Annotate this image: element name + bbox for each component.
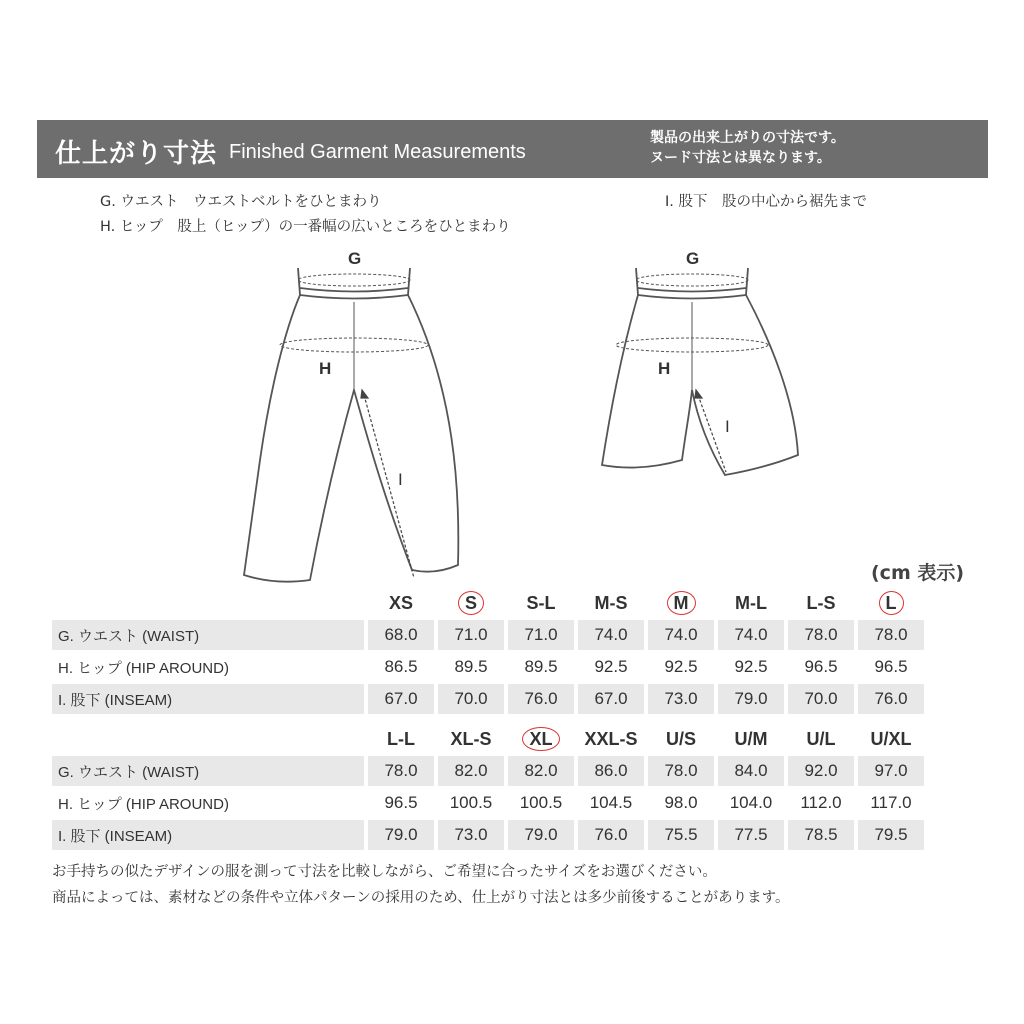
size-label: U/XL	[870, 728, 912, 749]
size-label: L-L	[387, 728, 415, 749]
table-cell: 92.0	[788, 756, 854, 786]
size-header-row	[52, 588, 924, 618]
size-label: XL-S	[450, 728, 492, 749]
table-cell: 78.5	[788, 820, 854, 850]
table-row-inseam	[52, 820, 924, 850]
table-cell: 70.0	[788, 684, 854, 714]
size-xxl-s	[578, 724, 644, 754]
header-note-line1: 製品の出来上がりの寸法です。	[650, 130, 845, 146]
table-row-hip	[52, 652, 924, 682]
table-cell: 117.0	[870, 793, 912, 812]
table-cell: 71.0	[508, 620, 574, 650]
size-label: S-L	[526, 592, 556, 613]
definition-i: I. 股下 股の中心から裾先まで	[665, 194, 867, 210]
inseam-arrow-line	[698, 395, 726, 472]
title-en: Finished Garment Measurements	[229, 141, 526, 163]
label-i: I	[725, 417, 730, 436]
table-cell: 73.0	[438, 820, 504, 850]
size-u-xl	[858, 724, 924, 754]
header-blank	[52, 588, 364, 618]
title-jp: 仕上がり寸法	[55, 139, 218, 169]
size-label: U/S	[665, 728, 696, 749]
header-blank	[52, 724, 364, 754]
table-cell: 78.0	[858, 620, 924, 650]
table-cell: 70.0	[438, 684, 504, 714]
size-table-2	[48, 722, 928, 852]
table-row-inseam	[52, 684, 924, 714]
table-cell: 73.0	[648, 684, 714, 714]
size-l-l	[368, 724, 434, 754]
waist-ellipse-top	[298, 274, 410, 286]
table-cell: 92.5	[734, 657, 768, 676]
size-xs	[368, 588, 434, 618]
table-cell: 96.5	[874, 657, 908, 676]
table-cell: 89.5	[454, 657, 488, 676]
table-cell: 74.0	[578, 620, 644, 650]
size-m	[648, 588, 714, 618]
table-cell: 96.5	[804, 657, 838, 676]
label-i: I	[398, 470, 403, 489]
table-cell: 82.0	[508, 756, 574, 786]
waist-band	[298, 268, 410, 299]
table-cell: 76.0	[858, 684, 924, 714]
size-label: XXL-S	[584, 728, 638, 749]
table-cell: 74.0	[718, 620, 784, 650]
table-cell: 112.0	[800, 793, 842, 812]
waist-ellipse-top	[636, 274, 748, 286]
table-cell: 78.0	[788, 620, 854, 650]
table-cell: 76.0	[578, 820, 644, 850]
row-label: I. 股下 (INSEAM)	[52, 684, 364, 714]
size-u-s	[648, 724, 714, 754]
table-cell: 86.0	[578, 756, 644, 786]
footer-note-1: お手持ちの似たデザインの服を測って寸法を比較しながら、ご希望に合ったサイズをお選びください。	[52, 864, 717, 880]
size-label: M-S	[594, 592, 628, 613]
size-xl	[508, 724, 574, 754]
table-cell: 104.0	[729, 793, 773, 812]
table-cell: 79.0	[718, 684, 784, 714]
pants-outline	[602, 295, 798, 475]
table-cell: 84.0	[718, 756, 784, 786]
inseam-arrow-line	[364, 395, 414, 578]
label-h: H	[319, 359, 332, 378]
table-row-hip	[52, 788, 924, 818]
table-cell: 71.0	[438, 620, 504, 650]
table-cell: 100.5	[519, 793, 563, 812]
inseam-arrow-head	[695, 390, 702, 398]
definition-g: G. ウエスト ウエストベルトをひとまわり	[100, 194, 382, 210]
inseam-arrow-head	[361, 390, 368, 398]
size-label: U/M	[734, 728, 768, 749]
short-pants-diagram	[590, 240, 810, 480]
size-l	[858, 588, 924, 618]
table-cell: 92.5	[594, 657, 628, 676]
footer-note-2: 商品によっては、素材などの条件や立体パターンの採用のため、仕上がり寸法とは多少前後することがあります。	[52, 890, 790, 906]
header-bar	[37, 120, 988, 178]
table-row-waist	[52, 756, 924, 786]
label-g: G	[348, 249, 362, 268]
table-cell: 78.0	[368, 756, 434, 786]
label-g: G	[686, 249, 700, 268]
table-cell: 96.5	[384, 793, 418, 812]
table-cell: 68.0	[368, 620, 434, 650]
table-cell: 86.5	[384, 657, 418, 676]
waist-band	[636, 268, 748, 299]
table-cell: 98.0	[664, 793, 698, 812]
table-cell: 79.5	[858, 820, 924, 850]
row-label: H. ヒップ (HIP AROUND)	[58, 795, 229, 813]
table-cell: 97.0	[858, 756, 924, 786]
size-label-circled: S	[458, 591, 484, 615]
size-m-l	[718, 588, 784, 618]
size-label-circled: XL	[522, 727, 559, 751]
size-u-l	[788, 724, 854, 754]
row-label: I. 股下 (INSEAM)	[52, 820, 364, 850]
size-l-s	[788, 588, 854, 618]
table-cell: 67.0	[368, 684, 434, 714]
table-cell: 104.5	[589, 793, 633, 812]
row-label: G. ウエスト (WAIST)	[52, 756, 364, 786]
size-table-1	[48, 586, 928, 716]
table-row-waist	[52, 620, 924, 650]
long-pants-diagram	[230, 240, 480, 590]
header-note	[650, 128, 845, 168]
table-cell: 82.0	[438, 756, 504, 786]
size-label: U/L	[806, 728, 836, 749]
label-h: H	[658, 359, 671, 378]
table-cell: 100.5	[449, 793, 493, 812]
row-label: H. ヒップ (HIP AROUND)	[58, 659, 229, 677]
table-cell: 67.0	[578, 684, 644, 714]
table-cell: 74.0	[648, 620, 714, 650]
definition-h: H. ヒップ 股上（ヒップ）の一番幅の広いところをひとまわり	[100, 219, 511, 235]
size-label: M-L	[735, 592, 767, 613]
table-cell: 92.5	[664, 657, 698, 676]
size-label: L-S	[806, 592, 836, 613]
size-label-circled: M	[667, 591, 696, 615]
table-cell: 75.5	[648, 820, 714, 850]
size-m-s	[578, 588, 644, 618]
size-s-l	[508, 588, 574, 618]
unit-label: (cm 表示)	[871, 562, 965, 584]
table-cell: 76.0	[508, 684, 574, 714]
size-label-circled: L	[879, 591, 904, 615]
table-cell: 77.5	[718, 820, 784, 850]
table-cell: 79.0	[368, 820, 434, 850]
size-label: XS	[388, 592, 413, 613]
table-cell: 78.0	[648, 756, 714, 786]
size-u-m	[718, 724, 784, 754]
size-xl-s	[438, 724, 504, 754]
table-cell: 89.5	[524, 657, 558, 676]
table-cell: 79.0	[508, 820, 574, 850]
header-note-line2: ヌード寸法とは異なります。	[650, 150, 831, 166]
size-s	[438, 588, 504, 618]
row-label: G. ウエスト (WAIST)	[52, 620, 364, 650]
size-header-row	[52, 724, 924, 754]
